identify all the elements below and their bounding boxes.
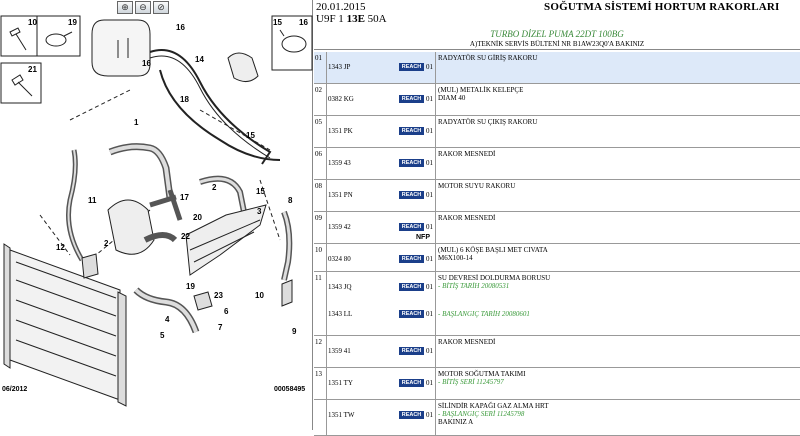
row-index: 01: [314, 52, 327, 83]
part-reference: 1343 JQ: [328, 283, 352, 291]
row-index: 13: [314, 368, 327, 399]
callout-3: 3: [257, 207, 262, 216]
part-note: BAKINIZ A: [438, 418, 474, 426]
callout-22: 22: [181, 232, 190, 241]
column-divider: [435, 336, 436, 367]
part-reference: 1351 PN: [328, 191, 353, 199]
callout-20: 20: [193, 213, 202, 222]
table-row[interactable]: [314, 180, 800, 212]
callout-16: 16: [299, 18, 308, 27]
part-description: MOTOR SOĞUTMA TAKIMI: [438, 370, 526, 378]
callout-21: 21: [28, 65, 37, 74]
part-description: RADYATÖR SU GİRİŞ RAKORU: [438, 54, 538, 62]
callout-10: 10: [28, 18, 37, 27]
part-quantity: 01: [426, 223, 433, 231]
vehicle-model: [316, 13, 387, 25]
callout-2: 2: [212, 183, 217, 192]
callout-15c: 15: [256, 187, 265, 196]
row-index: 12: [314, 336, 327, 367]
parts-list-panel: [314, 0, 800, 430]
column-divider: [435, 272, 436, 335]
reach-button[interactable]: REACH: [399, 255, 424, 263]
reach-button[interactable]: REACH: [399, 347, 424, 355]
part-quantity-alt: 01: [426, 310, 433, 318]
callout-9: 9: [292, 327, 297, 336]
model-code: 13E: [346, 13, 365, 25]
part-description: (MUL) METALİK KELEPÇE: [438, 86, 524, 94]
callout-18: 18: [180, 95, 189, 104]
column-divider: [435, 180, 436, 211]
reach-button[interactable]: REACH: [399, 63, 424, 71]
callout-19b: 19: [186, 282, 195, 291]
part-quantity: 01: [426, 379, 433, 387]
part-reference: 1351 TW: [328, 411, 355, 419]
engine-subtitle: TURBO DİZEL PUMA 22DT 100BG: [490, 29, 624, 39]
parts-diagram: [0, 0, 313, 430]
callout-8: 8: [288, 196, 293, 205]
callout-23: 23: [214, 291, 223, 300]
column-divider: [435, 84, 436, 115]
parts-table: [314, 52, 800, 436]
part-quantity: 01: [426, 347, 433, 355]
zoom-in-icon[interactable]: ⊕: [117, 1, 133, 14]
reach-button[interactable]: REACH: [399, 283, 424, 291]
column-divider: [435, 52, 436, 83]
part-reference-alt: 1343 LL: [328, 310, 353, 318]
row-index: 05: [314, 116, 327, 147]
part-validity: - BİTİŞ TARİH 20080531: [438, 282, 510, 290]
part-quantity: 01: [426, 283, 433, 291]
page-title: SOĞUTMA SİSTEMİ HORTUM RAKORLARI: [544, 1, 780, 13]
callout-12: 12: [56, 243, 65, 252]
table-row[interactable]: [314, 52, 800, 84]
callout-7: 7: [218, 323, 223, 332]
diagram-toolbar: [117, 1, 169, 14]
callout-15: 15: [273, 18, 282, 27]
table-row[interactable]: [314, 336, 800, 368]
row-index: 09: [314, 212, 327, 243]
table-row[interactable]: [314, 244, 800, 272]
row-index: 02: [314, 84, 327, 115]
part-reference: 1343 JP: [328, 63, 351, 71]
callout-2b: 2: [104, 239, 109, 248]
callout-15b: 15: [246, 131, 255, 140]
service-note: A)TEKNİK SERVİS BÜLTENİ NR B1AW23Q0'A BAKINIZ: [469, 40, 645, 48]
callout-1: 1: [134, 118, 139, 127]
model-prefix: U9F 1: [316, 13, 347, 25]
reach-button[interactable]: REACH: [399, 95, 424, 103]
row-index: 06: [314, 148, 327, 179]
table-row[interactable]: [314, 212, 800, 244]
part-quantity: 01: [426, 127, 433, 135]
table-row[interactable]: [314, 272, 800, 336]
table-row[interactable]: [314, 84, 800, 116]
part-quantity: 01: [426, 159, 433, 167]
zoom-search-icon[interactable]: ⊘: [153, 1, 169, 14]
part-quantity: 01: [426, 255, 433, 263]
reach-button[interactable]: REACH: [399, 159, 424, 167]
reach-button[interactable]: REACH: [399, 411, 424, 419]
callout-16b: 16: [176, 23, 185, 32]
part-quantity: 01: [426, 63, 433, 71]
diagram-date: 06/2012: [2, 386, 28, 393]
part-reference: 0382 KG: [328, 95, 354, 103]
parts-header: [314, 0, 800, 50]
callout-6: 6: [224, 307, 229, 316]
column-divider: [435, 212, 436, 243]
part-description: M6X100-14: [438, 254, 473, 262]
model-suffix: 50A: [364, 13, 387, 25]
part-description: RAKOR MESNEDİ: [438, 338, 496, 346]
part-description: DIAM 40: [438, 94, 466, 102]
reach-button[interactable]: REACH: [399, 379, 424, 387]
callout-10b: 10: [255, 291, 264, 300]
column-divider: [435, 368, 436, 399]
catalog-date: 20.01.2015: [316, 1, 366, 13]
part-reference: 1359 41: [328, 347, 351, 355]
diagram-number: 00058495: [274, 386, 306, 393]
part-description: SU DEVRESİ DOLDURMA BORUSU: [438, 274, 551, 282]
part-description: (MUL) 6 KÖŞE BAŞLI MET CIVATA: [438, 246, 548, 254]
part-reference: 1351 PK: [328, 127, 353, 135]
part-description: RADYATÖR SU ÇIKIŞ RAKORU: [438, 118, 538, 126]
callout-17: 17: [180, 193, 189, 202]
table-row[interactable]: [314, 368, 800, 400]
part-validity: - BAŞLANGIÇ SERİ 11245798: [438, 410, 525, 418]
row-index: 11: [314, 272, 327, 335]
column-divider: [435, 116, 436, 147]
part-quantity: 01: [426, 411, 433, 419]
reach-button[interactable]: REACH: [399, 127, 424, 135]
part-reference: 0324 80: [328, 255, 351, 263]
column-divider: [435, 244, 436, 271]
table-row[interactable]: [314, 148, 800, 180]
part-description: RAKOR MESNEDİ: [438, 150, 496, 158]
part-reference: 1351 TY: [328, 379, 353, 387]
part-description: RAKOR MESNEDİ: [438, 214, 496, 222]
row-index: 08: [314, 180, 327, 211]
exploded-diagram-panel: [0, 0, 313, 430]
part-reference: 1359 42: [328, 223, 351, 231]
reach-button[interactable]: REACH: [399, 310, 424, 318]
table-row[interactable]: [314, 116, 800, 148]
callout-14: 14: [195, 55, 204, 64]
part-quantity: 01: [426, 95, 433, 103]
part-validity: - BİTİŞ SERİ 11245797: [438, 378, 504, 386]
part-description: MOTOR SUYU RAKORU: [438, 182, 516, 190]
part-description: SİLİNDİR KAPAĞI GAZ ALMA HRT: [438, 402, 549, 410]
reach-button[interactable]: REACH: [399, 223, 424, 231]
nfp-flag: NFP: [416, 234, 430, 241]
part-quantity: 01: [426, 191, 433, 199]
callout-11: 11: [88, 196, 97, 205]
table-row[interactable]: [314, 400, 800, 436]
part-reference: 1359 43: [328, 159, 351, 167]
reach-button[interactable]: REACH: [399, 191, 424, 199]
callout-4: 4: [165, 315, 170, 324]
column-divider: [435, 148, 436, 179]
callout-16c: 16: [142, 59, 151, 68]
part-validity-alt: - BAŞLANGIÇ TARİH 20080601: [438, 310, 530, 318]
row-index: 10: [314, 244, 327, 271]
callout-5: 5: [160, 331, 165, 340]
zoom-out-icon[interactable]: ⊖: [135, 1, 151, 14]
callout-19: 19: [68, 18, 77, 27]
